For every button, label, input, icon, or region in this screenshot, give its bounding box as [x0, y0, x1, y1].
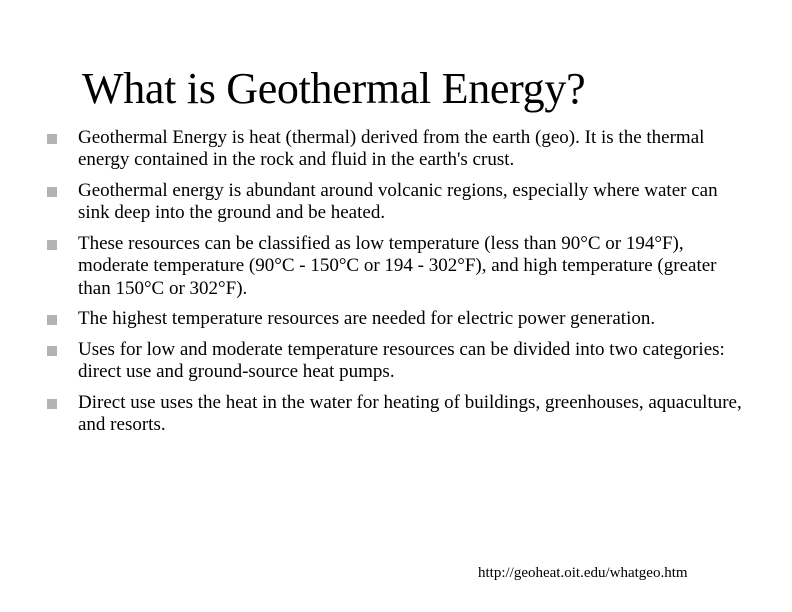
bullet-text: Direct use uses the heat in the water for heating of buildings, greenhouses, aquaculture, and resorts. — [78, 392, 742, 436]
bullet-text: Geothermal energy is abundant around volcanic regions, especially where water can sink deep into the ground and be heated. — [78, 180, 718, 224]
bullet-item — [0, 180, 748, 225]
source-url: http://geoheat.oit.edu/whatgeo.htm — [478, 565, 688, 581]
bullet-item — [0, 339, 748, 384]
bullet-text: These resources can be classified as low temperature (less than 90°C or 194°F), moderate temperature (90°C - 150°C or 194 - 302°F), and high temperature (greater than 150°C or 302°F). — [78, 233, 717, 299]
bullet-text: Geothermal Energy is heat (thermal) derived from the earth (geo). It is the thermal energy contained in the rock and fluid in the earth's crust. — [78, 127, 705, 171]
square-bullet-icon — [47, 399, 57, 409]
bullet-item — [0, 127, 748, 172]
square-bullet-icon — [47, 346, 57, 356]
square-bullet-icon — [47, 187, 57, 197]
bullet-list — [0, 127, 792, 445]
square-bullet-icon — [47, 315, 57, 325]
bullet-item — [0, 233, 748, 300]
bullet-item — [0, 392, 748, 437]
bullet-text: The highest temperature resources are needed for electric power generation. — [78, 308, 656, 330]
bullet-item — [0, 308, 768, 330]
slide-title: What is Geothermal Energy? — [82, 64, 586, 113]
bullet-text: Uses for low and moderate temperature resources can be divided into two categories: direct use and ground-source heat pumps. — [78, 339, 725, 383]
square-bullet-icon — [47, 134, 57, 144]
square-bullet-icon — [47, 240, 57, 250]
